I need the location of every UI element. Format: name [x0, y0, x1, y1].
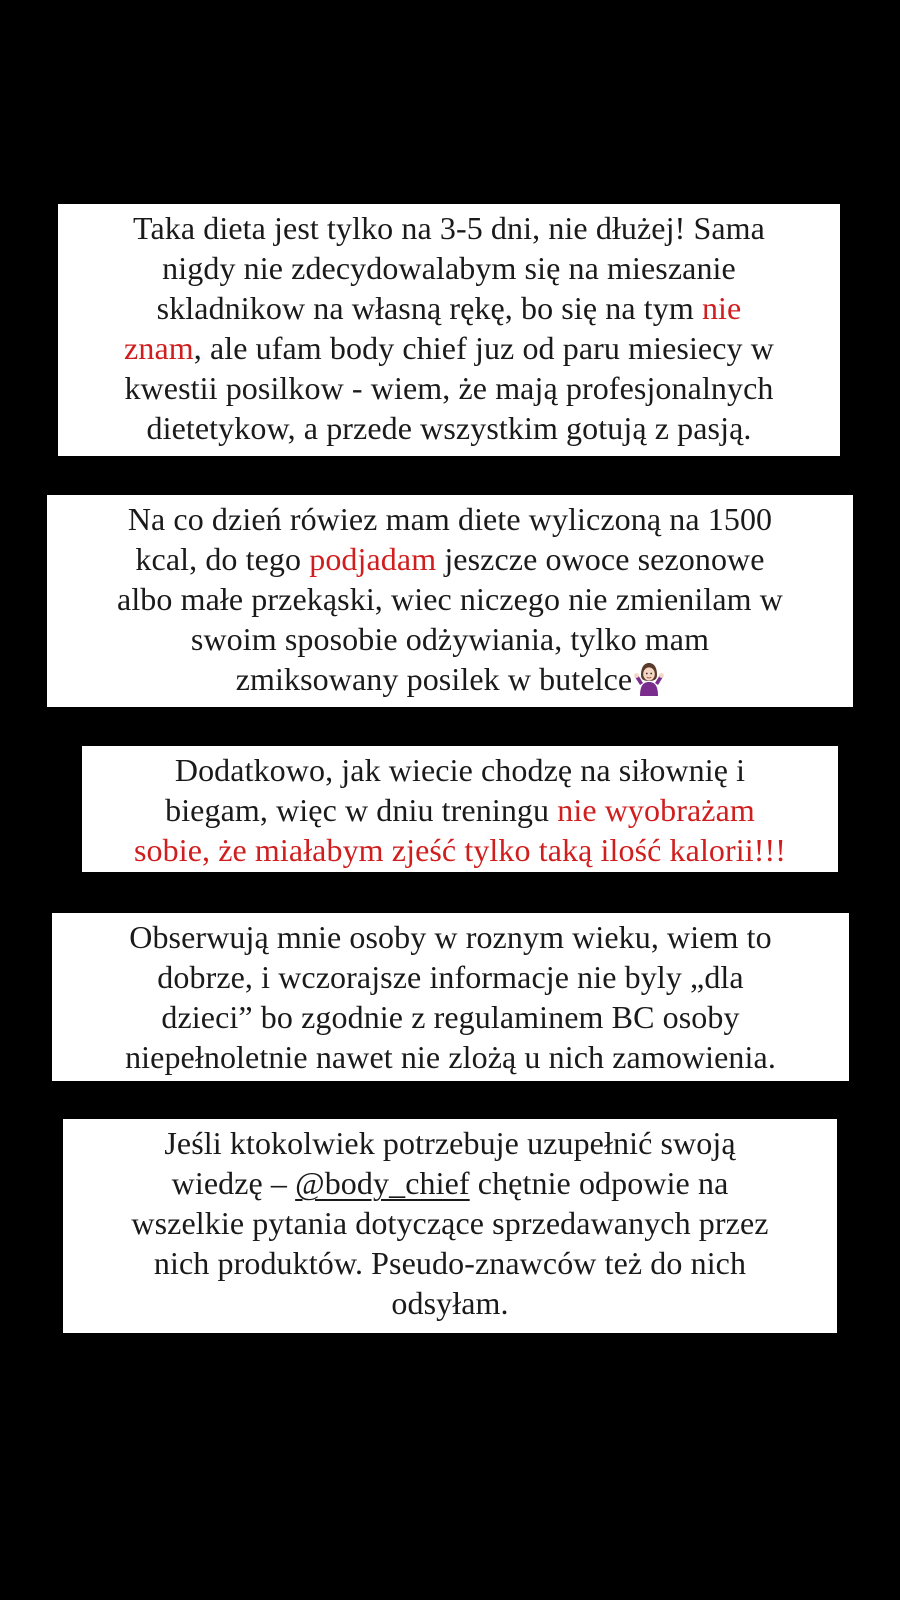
text-line: dzieci” bo zgodnie z regulaminem BC osoby	[161, 999, 740, 1035]
text-line: nigdy nie zdecydowalabym się na mieszanie	[162, 250, 736, 286]
text-line: swoim sposobie odżywiania, tylko mam	[190, 621, 710, 657]
highlight-text: znam	[124, 330, 194, 366]
text-card-daily-diet	[47, 495, 853, 707]
text-line: wiedzę – @body_chief chętnie odpowie na	[171, 1165, 729, 1201]
person-shrugging-icon	[634, 662, 664, 705]
text-card-diet-duration	[58, 204, 840, 456]
text-line: odsyłam.	[391, 1285, 509, 1321]
text-line: Taka dieta jest tylko na 3-5 dni, nie dłużej! Sama	[133, 210, 765, 246]
mention-link-body-chief[interactable]: @body_chief	[295, 1165, 470, 1201]
text-line: Na co dzień rówiez mam diete wyliczoną na 1500	[127, 501, 773, 537]
text-line: albo małe przekąski, wiec niczego nie zmienilam w	[117, 581, 783, 617]
text-line	[90, 830, 830, 870]
text-line: dietetykow, a przede wszystkim gotują z pasją.	[146, 410, 752, 446]
text-line: nich produktów. Pseudo-znawców też do nich	[153, 1245, 747, 1281]
text-card-questions	[63, 1119, 837, 1333]
text-line: wszelkie pytania dotyczące sprzedawanych przez	[131, 1205, 769, 1241]
highlight-text: sobie, że miałabym zjeść tylko taką ilość kalorii!!!	[133, 832, 787, 868]
highlight-text: nie	[701, 290, 742, 326]
text-line: biegam, więc w dniu treningu nie wyobrażam	[165, 792, 755, 828]
text-line: skladnikow na własną rękę, bo się na tym nie	[156, 290, 742, 326]
highlight-text: nie wyobrażam	[557, 792, 755, 828]
text-card-training	[82, 746, 838, 872]
text-line: dobrze, i wczorajsze informacje nie byly „dla	[157, 959, 744, 995]
highlight-text: podjadam	[309, 541, 437, 577]
text-line: znam, ale ufam body chief juz od paru miesiecy w	[124, 330, 774, 366]
text-line: kcal, do tego podjadam jeszcze owoce sezonowe	[135, 541, 765, 577]
text-card-audience	[52, 913, 849, 1081]
text-line: zmiksowany posilek w butelce	[55, 659, 845, 705]
text-line: Obserwują mnie osoby w roznym wieku, wiem to	[129, 919, 772, 955]
text-line: Jeśli ktokolwiek potrzebuje uzupełnić swoją	[164, 1125, 736, 1161]
text-line: niepełnoletnie nawet nie zlożą u nich zamowienia.	[125, 1039, 776, 1075]
text-line: kwestii posilkow - wiem, że mają profesjonalnych	[124, 370, 774, 406]
text-line: Dodatkowo, jak wiecie chodzę na siłownię i	[174, 752, 746, 788]
